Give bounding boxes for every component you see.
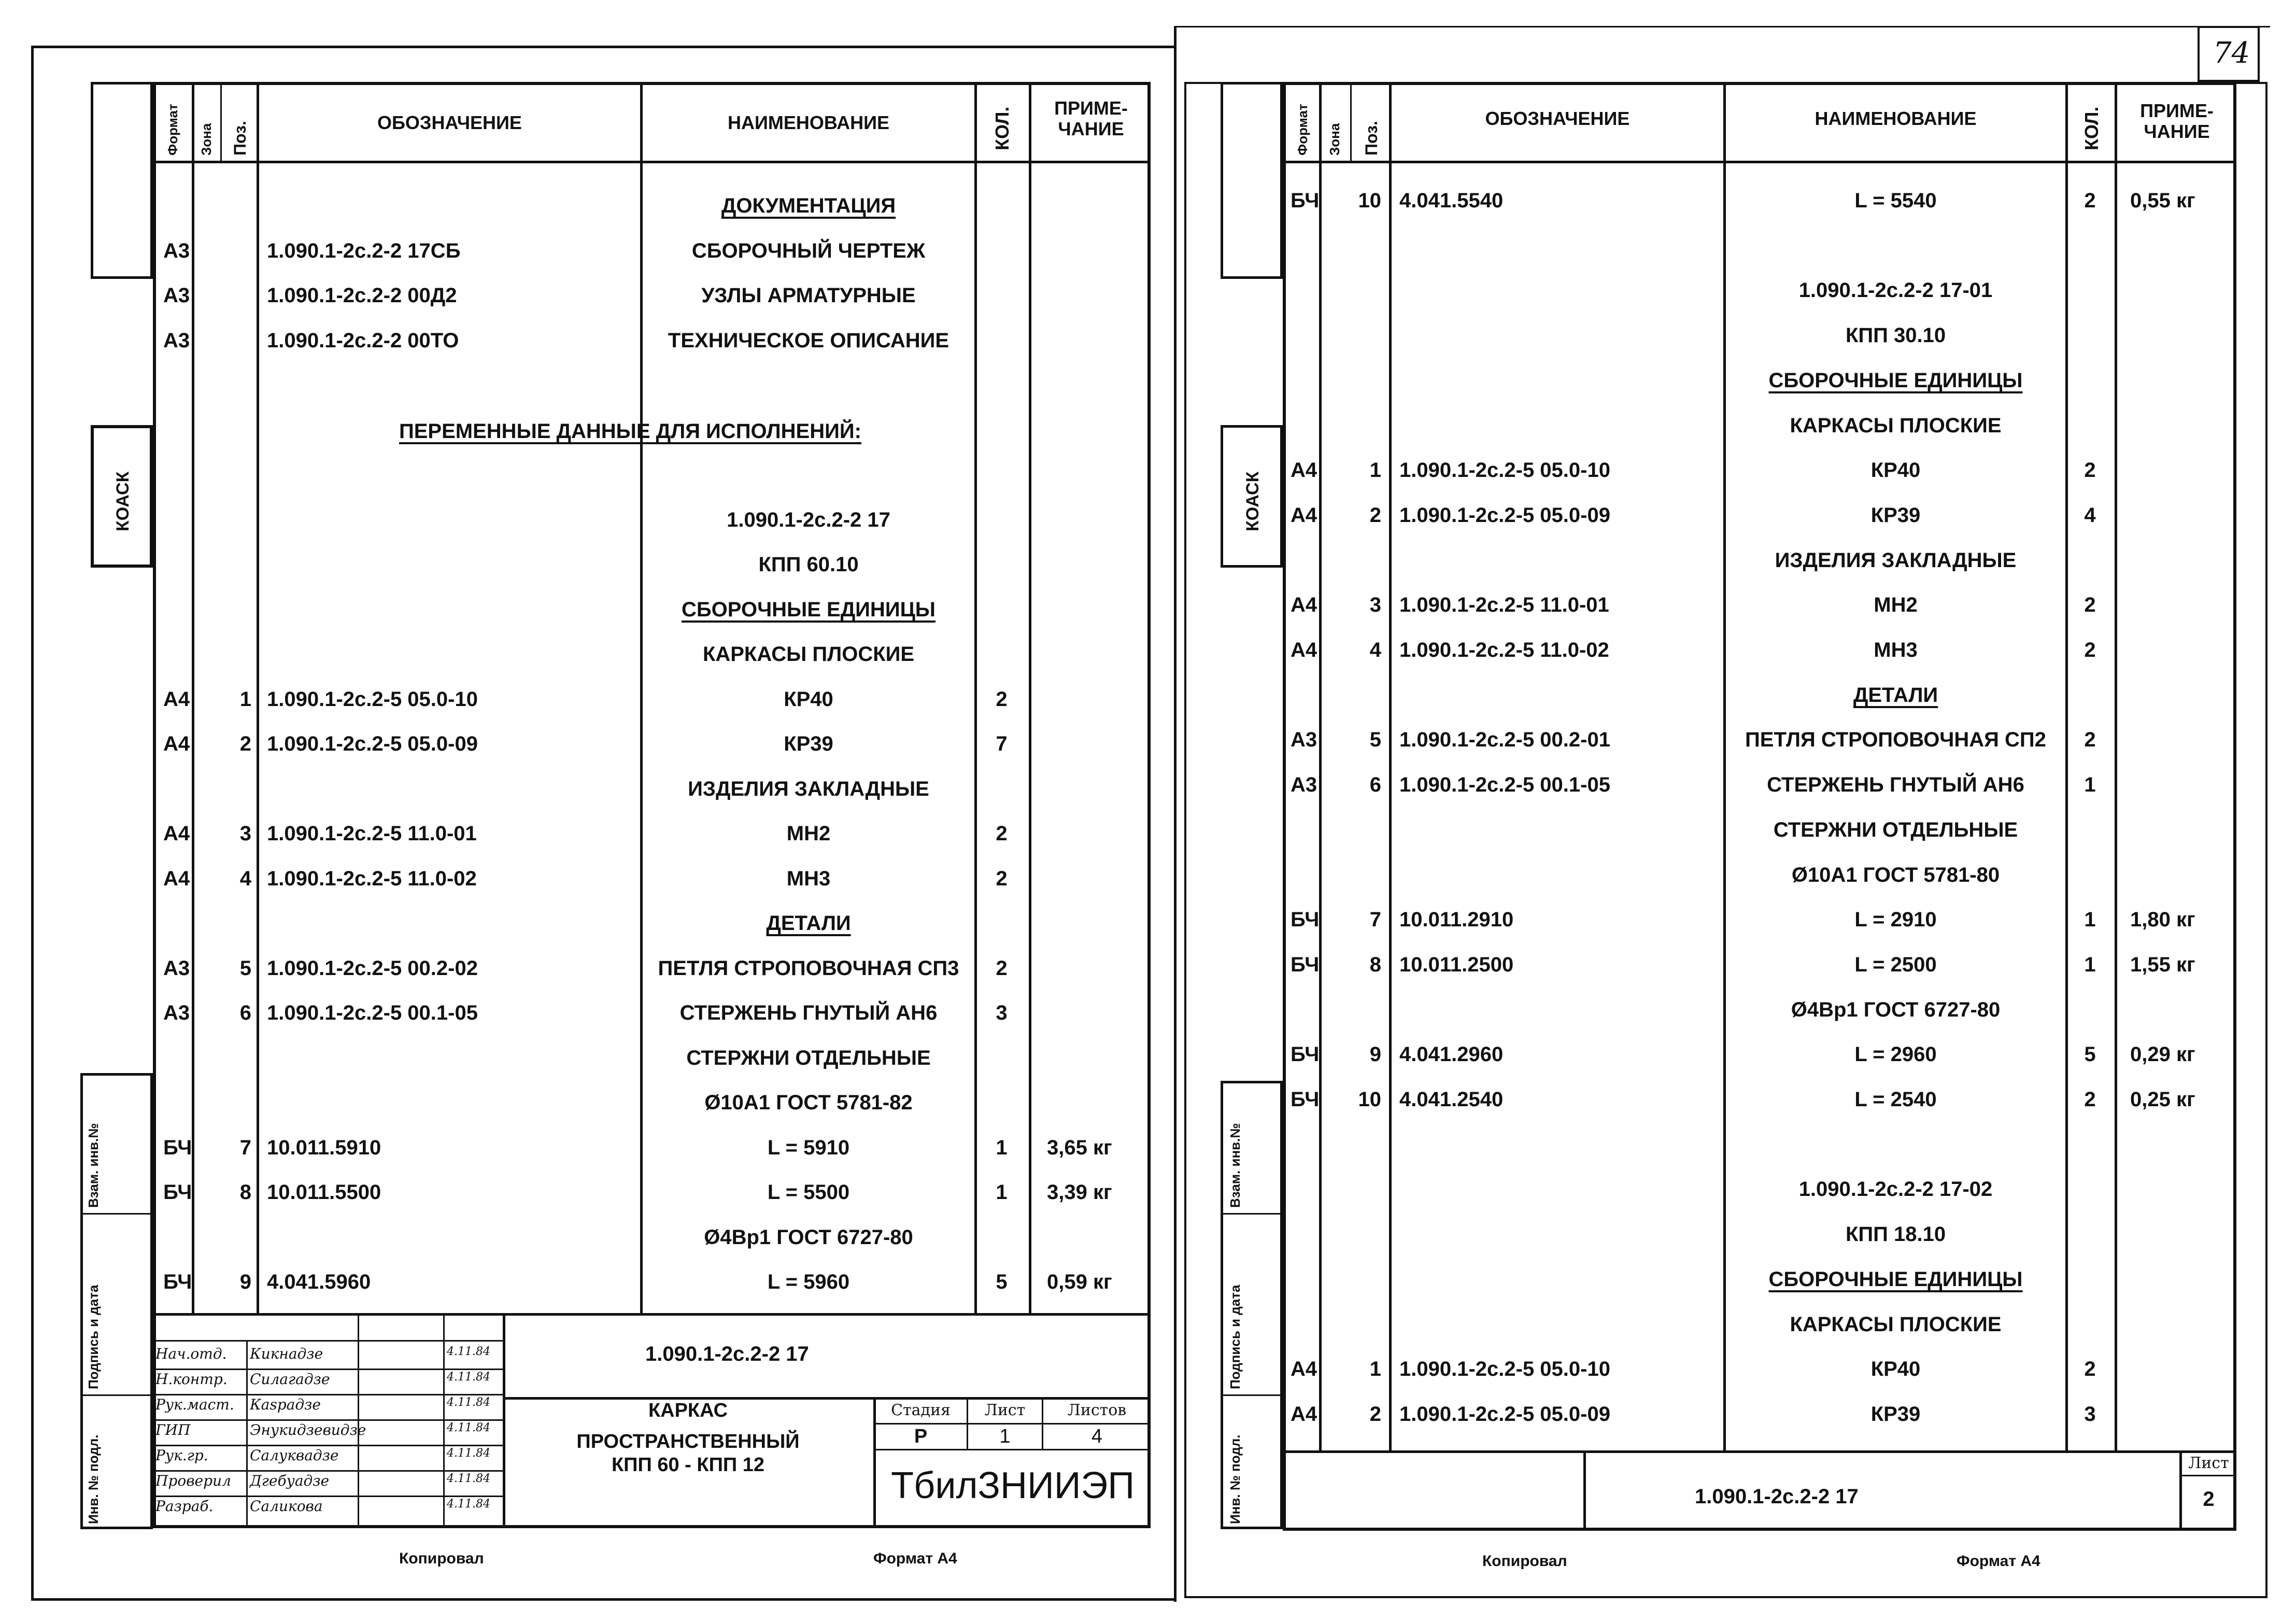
- role-cell: Разраб.: [155, 1498, 214, 1515]
- name-cell: КР40: [1870, 1358, 1921, 1381]
- right-hdr-note-1: ПРИМЕ-: [2140, 100, 2214, 121]
- name-cell: ДЕТАЛИ: [1853, 683, 1938, 707]
- qty-cell: 2: [2084, 728, 2096, 752]
- name-cell: L = 5540: [1854, 189, 1937, 212]
- designation-cell: 1.090.1-2с.2-5 05.0-09: [267, 732, 478, 755]
- note-cell: 0,25 кг: [2130, 1088, 2195, 1111]
- left-title-line-2: ПРОСТРАНСТВЕННЫЙ: [576, 1431, 800, 1452]
- note-cell: 0,55 кг: [2130, 189, 2195, 212]
- left-footer-copied: Копировал: [399, 1550, 484, 1567]
- note-cell: 3,65 кг: [1047, 1136, 1112, 1159]
- name-cell: СБОРОЧНЫЕ ЕДИНИЦЫ: [1768, 369, 2023, 392]
- left-title-line-1: КАРКАС: [648, 1400, 728, 1421]
- note-cell: 0,59 кг: [1047, 1271, 1112, 1293]
- name-cell: Ø10А1 ГОСТ 5781-80: [1791, 863, 2000, 886]
- name-cell: ПЕТЛЯ СТРОПОВОЧНАЯ СП3: [658, 956, 959, 980]
- position-cell: 10: [1358, 189, 1381, 212]
- position-cell: 2: [1369, 503, 1381, 527]
- organization-name: ТбилЗНИИЭП: [891, 1465, 1135, 1506]
- position-cell: 4: [239, 867, 251, 890]
- date-cell: 4.11.84: [447, 1345, 490, 1358]
- note-cell: 3,39 кг: [1047, 1181, 1112, 1204]
- position-cell: 8: [1369, 953, 1381, 976]
- left-inv-label: Инв. № подл.: [86, 1434, 101, 1524]
- name-cell: СТЕРЖНИ ОТДЕЛЬНЫЕ: [1773, 818, 2018, 841]
- format-cell: А4: [163, 732, 190, 755]
- person-name-cell: Силагадзе: [250, 1371, 330, 1388]
- name-cell: ИЗДЕЛИЯ ЗАКЛАДНЫЕ: [688, 777, 929, 800]
- format-cell: БЧ: [1291, 189, 1320, 212]
- position-cell: 1: [239, 687, 251, 711]
- qty-cell: 7: [996, 732, 1008, 755]
- designation-cell: 10.011.5910: [267, 1136, 381, 1159]
- person-name-cell: Кasрадзе: [250, 1396, 321, 1413]
- name-cell: L = 5500: [767, 1181, 850, 1204]
- designation-cell: 1.090.1-2с.2-5 11.0-01: [1399, 594, 1609, 617]
- position-cell: 7: [1369, 908, 1381, 932]
- position-cell: 1: [1369, 1358, 1381, 1381]
- name-cell: СТЕРЖЕНЬ ГНУТЫЙ АН6: [1767, 773, 2024, 797]
- name-cell: ДОКУМЕНТАЦИЯ: [721, 194, 896, 217]
- designation-cell: 1.090.1-2с.2-2 00ТО: [267, 329, 459, 352]
- name-cell: МН3: [786, 867, 831, 890]
- designation-cell: 10.011.5500: [267, 1181, 381, 1204]
- note-cell: 1,55 кг: [2130, 953, 2195, 976]
- format-cell: А4: [1291, 503, 1317, 527]
- note-cell: 0,29 кг: [2130, 1043, 2195, 1066]
- designation-cell: 4.041.2960: [1399, 1043, 1504, 1066]
- designation-cell: 4.041.5960: [267, 1271, 371, 1293]
- left-hdr-designation: ОБОЗНАЧЕНИЕ: [377, 112, 522, 133]
- qty-cell: 5: [2084, 1043, 2096, 1066]
- name-cell: МН2: [786, 822, 831, 845]
- format-cell: БЧ: [1291, 953, 1320, 976]
- position-cell: 5: [239, 956, 251, 980]
- position-cell: 3: [239, 822, 251, 845]
- qty-cell: 1: [2084, 953, 2096, 976]
- date-cell: 4.11.84: [447, 1371, 490, 1384]
- format-cell: БЧ: [163, 1271, 192, 1293]
- qty-cell: 2: [996, 687, 1008, 711]
- format-cell: А3: [1291, 773, 1317, 797]
- sheets-label: Листов: [1067, 1401, 1127, 1419]
- designation-cell: 1.090.1-2с.2-5 05.0-09: [1399, 503, 1610, 527]
- name-cell: 1.090.1-2с.2-2 17-01: [1798, 279, 1993, 302]
- format-cell: А4: [1291, 459, 1317, 482]
- name-cell: L = 2500: [1854, 953, 1937, 976]
- designation-cell: 1.090.1-2с.2-5 05.0-10: [1399, 459, 1610, 482]
- format-cell: А4: [1291, 639, 1317, 661]
- right-footer-format: Формат А4: [1957, 1553, 2040, 1570]
- person-name-cell: Саликова: [250, 1498, 323, 1515]
- qty-cell: 1: [2084, 908, 2096, 932]
- position-cell: 6: [239, 1002, 251, 1024]
- name-cell: Ø4Вр1 ГОСТ 6727-80: [704, 1225, 913, 1249]
- name-cell: КПП 30.10: [1845, 324, 1946, 347]
- right-podpis-label: Подпись и дата: [1227, 1285, 1243, 1389]
- name-cell: КАРКАСЫ ПЛОСКИЕ: [1790, 1313, 2002, 1336]
- name-cell: УЗЛЫ АРМАТУРНЫЕ: [701, 284, 916, 307]
- position-cell: 9: [239, 1271, 251, 1293]
- right-koask-label: КОАСК: [1243, 471, 1263, 531]
- name-cell: КР39: [1870, 503, 1921, 527]
- stage-label: Стадия: [891, 1401, 951, 1419]
- person-name-cell: Дгебуадзе: [250, 1472, 330, 1489]
- left-hdr-note-1: ПРИМЕ-: [1054, 97, 1128, 119]
- left-title-code: 1.090.1-2с.2-2 17: [645, 1343, 809, 1365]
- date-cell: 4.11.84: [447, 1472, 490, 1485]
- designation-cell: 1.090.1-2с.2-5 00.2-02: [267, 956, 478, 980]
- right-footer-copied: Копировал: [1482, 1553, 1567, 1570]
- right-footer-sheet-label: Лист: [2188, 1454, 2229, 1472]
- position-cell: 2: [1369, 1402, 1381, 1426]
- position-cell: 5: [1369, 728, 1381, 752]
- sheet-value: 1: [999, 1426, 1011, 1447]
- right-hdr-designation: ОБОЗНАЧЕНИЕ: [1485, 108, 1630, 129]
- sheets-value: 4: [1091, 1426, 1103, 1447]
- left-vzam-label: Взам. инв.№: [86, 1123, 101, 1208]
- right-footer-code: 1.090.1-2с.2-2 17: [1695, 1485, 1859, 1508]
- position-cell: 7: [239, 1136, 251, 1159]
- role-cell: ГИП: [155, 1421, 191, 1438]
- role-cell: Проверил: [155, 1472, 231, 1489]
- name-cell: 1.090.1-2с.2-2 17: [727, 508, 890, 531]
- name-cell: L = 5910: [767, 1136, 850, 1159]
- date-cell: 4.11.84: [447, 1421, 490, 1434]
- name-cell: L = 2540: [1854, 1088, 1937, 1111]
- qty-cell: 2: [2084, 594, 2096, 617]
- name-cell: МН2: [1874, 594, 1918, 617]
- left-hdr-zone: Зона: [199, 123, 214, 156]
- name-cell: КР39: [1870, 1402, 1921, 1426]
- name-cell: СБОРОЧНЫЙ ЧЕРТЕЖ: [691, 239, 926, 262]
- format-cell: БЧ: [1291, 908, 1320, 932]
- right-footer-sheet-value: 2: [2203, 1488, 2215, 1511]
- designation-cell: 10.011.2910: [1399, 908, 1514, 932]
- role-cell: Рук.маст.: [155, 1396, 234, 1413]
- name-cell: СТЕРЖЕНЬ ГНУТЫЙ АН6: [679, 1002, 938, 1024]
- format-cell: А3: [1291, 728, 1317, 752]
- name-cell: КР39: [784, 732, 833, 755]
- qty-cell: 2: [2084, 639, 2096, 661]
- format-cell: БЧ: [1291, 1088, 1320, 1111]
- qty-cell: 2: [2084, 189, 2096, 212]
- left-hdr-pos: Поз.: [231, 121, 249, 156]
- name-cell: ДЕТАЛИ: [766, 912, 851, 935]
- designation-cell: 1.090.1-2с.2-5 11.0-02: [267, 867, 477, 890]
- format-cell: БЧ: [1291, 1043, 1320, 1066]
- name-cell: МН3: [1874, 639, 1918, 661]
- qty-cell: 4: [2084, 503, 2096, 527]
- name-cell: СБОРОЧНЫЕ ЕДИНИЦЫ: [1768, 1267, 2023, 1291]
- position-cell: 2: [239, 732, 251, 755]
- designation-cell: 1.090.1-2с.2-5 00.1-05: [1399, 773, 1610, 797]
- left-side-strip-top: [91, 82, 153, 279]
- name-cell: ТЕХНИЧЕСКОЕ ОПИСАНИЕ: [668, 329, 949, 352]
- name-cell: ПЕТЛЯ СТРОПОВОЧНАЯ СП2: [1745, 728, 2046, 752]
- right-side-strip-top: [1221, 82, 1283, 279]
- left-title-line-3: КПП 60 - КПП 12: [611, 1454, 765, 1476]
- format-cell: БЧ: [163, 1136, 192, 1159]
- designation-cell: 1.090.1-2с.2-5 00.1-05: [267, 1002, 478, 1024]
- designation-cell: 10.011.2500: [1399, 953, 1514, 976]
- right-hdr-name: НАИМЕНОВАНИЕ: [1815, 108, 1977, 129]
- name-cell: КПП 18.10: [1845, 1223, 1946, 1246]
- designation-cell: 1.090.1-2с.2-5 05.0-10: [1399, 1358, 1610, 1381]
- name-cell: Ø4Вр1 ГОСТ 6727-80: [1791, 998, 2001, 1021]
- format-cell: А4: [1291, 594, 1317, 617]
- format-cell: А3: [163, 239, 190, 262]
- left-hdr-qty: КОЛ.: [991, 106, 1013, 150]
- position-cell: 3: [1369, 594, 1381, 617]
- qty-cell: 1: [2084, 773, 2096, 797]
- position-cell: 6: [1369, 773, 1381, 797]
- right-inv-label: Инв. № подл.: [1227, 1434, 1243, 1524]
- position-cell: 1: [1369, 459, 1381, 482]
- name-cell: КР40: [784, 687, 833, 711]
- qty-cell: 2: [2084, 1358, 2096, 1381]
- left-footer-format: Формат А4: [873, 1550, 957, 1567]
- right-hdr-note-2: ЧАНИЕ: [2144, 121, 2210, 142]
- format-cell: А3: [163, 284, 190, 307]
- name-cell: L = 2960: [1854, 1043, 1937, 1066]
- format-cell: А4: [163, 822, 190, 845]
- qty-cell: 2: [996, 822, 1008, 845]
- date-cell: 4.11.84: [447, 1447, 490, 1460]
- position-cell: 9: [1369, 1043, 1381, 1066]
- role-cell: Рук.гр.: [155, 1447, 208, 1464]
- name-cell: 1.090.1-2с.2-2 17-02: [1798, 1178, 1993, 1201]
- left-hdr-name: НАИМЕНОВАНИЕ: [728, 112, 889, 133]
- name-cell: СБОРОЧНЫЕ ЕДИНИЦЫ: [682, 598, 936, 621]
- format-cell: А4: [1291, 1358, 1317, 1381]
- format-cell: А4: [1291, 1402, 1317, 1426]
- right-hdr-pos: Поз.: [1362, 121, 1381, 156]
- name-cell: СТЕРЖНИ ОТДЕЛЬНЫЕ: [686, 1046, 931, 1069]
- format-cell: А4: [163, 867, 190, 890]
- qty-cell: 3: [996, 1002, 1008, 1024]
- name-cell: L = 2910: [1854, 908, 1937, 932]
- name-cell: Ø10А1 ГОСТ 5781-82: [704, 1091, 913, 1114]
- designation-cell: 1.090.1-2с.2-5 11.0-01: [267, 822, 477, 845]
- note-cell: 1,80 кг: [2130, 908, 2195, 932]
- format-cell: А3: [163, 329, 190, 352]
- position-cell: 8: [239, 1181, 251, 1204]
- date-cell: 4.11.84: [447, 1498, 490, 1511]
- page-number: 74: [2213, 36, 2250, 70]
- left-hdr-format: Формат: [165, 104, 180, 156]
- date-cell: 4.11.84: [447, 1396, 490, 1409]
- format-cell: БЧ: [163, 1181, 192, 1204]
- name-cell: ИЗДЕЛИЯ ЗАКЛАДНЫЕ: [1775, 548, 2017, 572]
- position-cell: 10: [1358, 1088, 1381, 1111]
- sheet-label: Лист: [984, 1401, 1026, 1419]
- name-cell: КПП 60.10: [758, 553, 859, 576]
- person-name-cell: Салуквадзе: [250, 1447, 339, 1464]
- qty-cell: 1: [996, 1136, 1008, 1159]
- right-hdr-zone: Зона: [1327, 123, 1342, 156]
- designation-cell: 1.090.1-2с.2-5 05.0-09: [1399, 1402, 1610, 1426]
- designation-cell: 1.090.1-2с.2-5 05.0-10: [267, 687, 478, 711]
- designation-cell: 4.041.2540: [1399, 1088, 1504, 1111]
- qty-cell: 2: [2084, 1088, 2096, 1111]
- left-variable-data-heading: ПЕРЕМЕННЫЕ ДАННЫЕ ДЛЯ ИСПОЛНЕНИЙ:: [399, 420, 861, 443]
- designation-cell: 1.090.1-2с.2-5 00.2-01: [1399, 728, 1610, 752]
- left-koask-label: КОАСК: [113, 471, 133, 531]
- designation-cell: 1.090.1-2с.2-2 17СБ: [267, 239, 461, 262]
- right-hdr-qty: КОЛ.: [2081, 106, 2102, 150]
- qty-cell: 2: [996, 956, 1008, 980]
- format-cell: А4: [163, 687, 190, 711]
- position-cell: 4: [1369, 639, 1381, 661]
- role-cell: Н.контр.: [155, 1371, 228, 1388]
- right-vzam-label: Взам. инв.№: [1227, 1123, 1243, 1208]
- name-cell: КР40: [1870, 459, 1921, 482]
- qty-cell: 2: [2084, 459, 2096, 482]
- format-cell: А3: [163, 956, 190, 980]
- left-hdr-note-2: ЧАНИЕ: [1058, 118, 1124, 139]
- qty-cell: 3: [2084, 1402, 2096, 1426]
- left-podpis-label: Подпись и дата: [86, 1285, 101, 1389]
- designation-cell: 4.041.5540: [1399, 189, 1504, 212]
- right-hdr-format: Формат: [1295, 104, 1310, 156]
- qty-cell: 5: [996, 1271, 1008, 1293]
- name-cell: КАРКАСЫ ПЛОСКИЕ: [702, 643, 915, 666]
- designation-cell: 1.090.1-2с.2-5 11.0-02: [1399, 639, 1609, 661]
- stage-value: Р: [914, 1426, 928, 1447]
- format-cell: А3: [163, 1002, 190, 1024]
- name-cell: L = 5960: [767, 1271, 850, 1293]
- person-name-cell: Энукидзевидзе: [250, 1421, 366, 1438]
- role-cell: Нач.отд.: [155, 1345, 227, 1362]
- designation-cell: 1.090.1-2с.2-2 00Д2: [267, 284, 457, 307]
- qty-cell: 2: [996, 867, 1008, 890]
- qty-cell: 1: [996, 1181, 1008, 1204]
- person-name-cell: Кикнадзе: [250, 1345, 323, 1362]
- name-cell: КАРКАСЫ ПЛОСКИЕ: [1790, 414, 2002, 437]
